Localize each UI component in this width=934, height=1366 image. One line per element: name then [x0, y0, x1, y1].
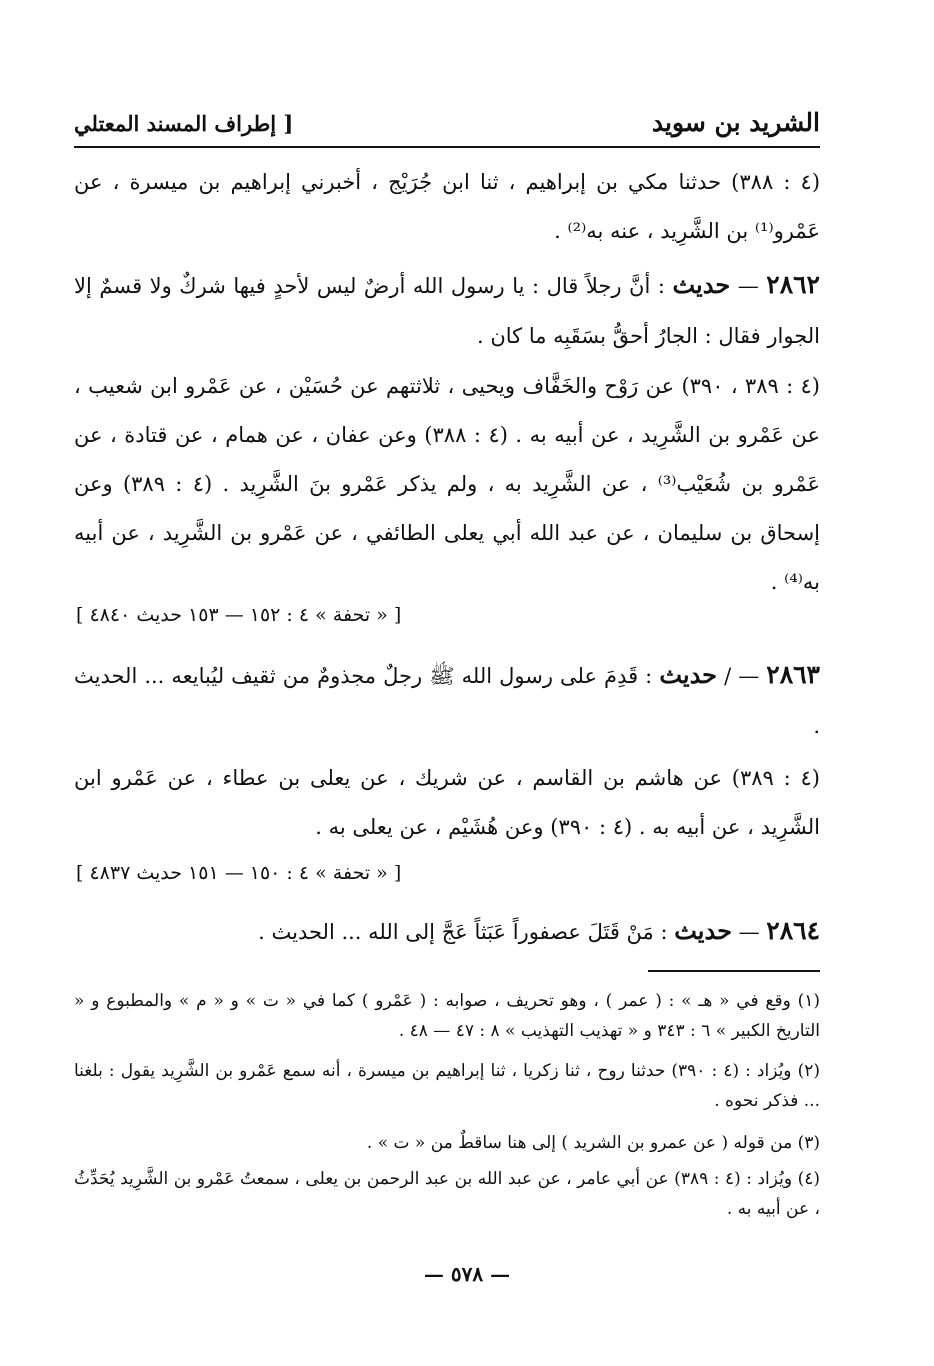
chapter-title: الشريد بن سويد: [651, 108, 820, 137]
hadith-text: : مَنْ قَتَلَ عصفوراً عَبَثاً عَجَّ إلى الله ... الحديث .: [258, 920, 668, 944]
hadith-number: ٢٨٦٢: [766, 270, 820, 299]
hadith-2863: ٢٨٦٣ — / حديث : قَدِمَ على رسول الله ﷺ رجلٌ مجذومٌ من ثقيف ليُبايعه ... الحديث .: [74, 660, 820, 738]
footnote-1: (١) وقع في « هـ » : ( عمر ) ، وهو تحريف ، صوابه : ( عَمْرو ) كما في « ت » و « م » والمطبوع و « التاريخ الكبير » ٦ : ٣٤٣ و « تهذيب التهذيب » ٨ : ٤٧ — ٤٨ .: [74, 991, 820, 1041]
tuhfa-reference-2: [ « تحفة » ٤ : ١٥٠ — ١٥١ حديث ٤٨٣٧ ]: [76, 862, 402, 884]
header-rule: [74, 146, 820, 148]
tuhfa-reference-1: [ « تحفة » ٤ : ١٥٢ — ١٥٣ حديث ٤٨٤٠ ]: [76, 604, 402, 626]
footnote-2: (٢) ويُزاد : (٤ : ٣٩٠) حدثنا روح ، ثنا زكريا ، ثنا إبراهيم بن ميسرة ، أنه سمع عَمْرو بن الشَّرِيد يقول : بلغنا ... فذكر نحوه .: [74, 1061, 820, 1111]
hadith-text: : أنَّ رجلاً قال : يا رسول الله أرضٌ ليس لأحدٍ فيها شركٌ ولا قسمٌ إلا الجوار فقال : الجارُ أحقُّ بسَقَبِه ما كان .: [74, 274, 820, 348]
page-number: — ٥٧٨ —: [423, 1262, 511, 1286]
running-header: [74, 108, 820, 144]
hadith-number: ٢٨٦٣: [766, 660, 820, 689]
hadith-2862: ٢٨٦٢ — حديث : أنَّ رجلاً قال : يا رسول الله أرضٌ ليس لأحدٍ فيها شركٌ ولا قسمٌ إلا الجوار فقال : الجارُ أحقُّ بسَقَبِه ما كان .: [74, 270, 820, 348]
footnote-4: (٤) ويُزاد : (٤ : ٣٨٩) عن أبي عامر ، عن عبد الله بن عبد الرحمن بن يعلى ، سمعتُ عَمْرو بن الشَّرِيد يُحَدِّثُ ، عن أبيه به .: [74, 1169, 820, 1219]
isnad-paragraph-1: (٤ : ٣٨٨) حدثنا مكي بن إبراهيم ، ثنا ابن جُرَيْج ، أخبرني إبراهيم بن ميسرة ، عن عَمْرو⁽¹⁾ بن الشَّرِيد ، عنه به⁽²⁾ .: [74, 170, 821, 243]
hadith-keyword: حديث: [672, 270, 731, 299]
hadith-keyword: حديث: [659, 660, 718, 689]
isnad-paragraph-2862: (٤ : ٣٨٩ ، ٣٩٠) عن رَوْح والخَفَّاف ويحيى ، ثلاثتهم عن حُسَيْن ، عن عَمْرو ابن شعيب ، عن عَمْرو بن الشَّرِيد ، عن أبيه به . (٤ : ٣٨٨) وعن عفان ، عن همام ، عن قتادة ، عن عَمْرو بن شُعَيْب⁽³⁾ ، عن الشَّرِيد به ، ولم يذكر عَمْرو بنَ الشَّرِيد . (٤ : ٣٨٩) وعن إسحاق بن سليمان ، عن عبد الله أبي يعلى الطائفي ، عن عَمْرو بن الشَّرِيد ، عن أبيه به⁽⁴⁾ .: [74, 374, 820, 594]
hadith-number: ٢٨٦٤: [766, 916, 820, 945]
footnote-rule: [648, 970, 820, 972]
footnote-3: (٣) من قوله ( عن عمرو بن الشريد ) إلى هنا ساقطٌ من « ت » .: [366, 1133, 820, 1153]
hadith-2864: ٢٨٦٤ — حديث : مَنْ قَتَلَ عصفوراً عَبَثاً عَجَّ إلى الله ... الحديث .: [258, 916, 820, 945]
hadith-text: : قَدِمَ على رسول الله ﷺ رجلٌ مجذومٌ من ثقيف ليُبايعه ... الحديث .: [74, 664, 820, 738]
book-title: [ إطراف المسند المعتلي: [74, 111, 294, 136]
hadith-keyword: حديث: [674, 916, 732, 945]
isnad-paragraph-2863: (٤ : ٣٨٩) عن هاشم بن القاسم ، عن شريك ، عن يعلى بن عطاء ، عن عَمْرو ابن الشَّرِيد ، عن أبيه به . (٤ : ٣٩٠) وعن هُشَيْم ، عن يعلى به .: [74, 766, 820, 839]
